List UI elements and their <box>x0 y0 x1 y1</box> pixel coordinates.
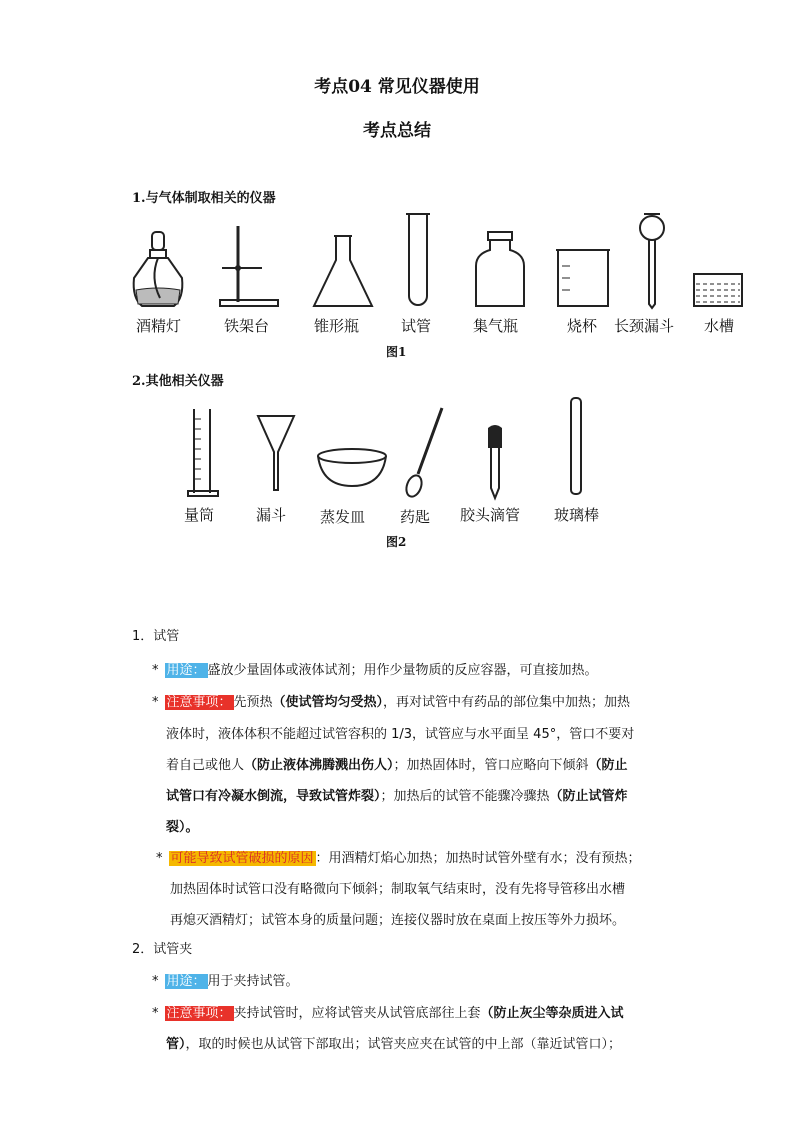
long-neck-funnel-drawing <box>634 210 670 310</box>
conical-flask-drawing <box>310 232 376 310</box>
caution-tag-2: 注意事项： <box>166 1006 232 1021</box>
measuring-cylinder-drawing <box>184 405 222 499</box>
section1-heading: 1.与气体制取相关的仪器 <box>132 191 276 206</box>
note1-caution-line-4: 试管口有冷凝水倒流，导致试管炸裂）；加热后的试管不能骤冷骤热（防止试管炸 <box>166 789 628 804</box>
note2-use-line: * 用途： 用于夹持试管。 <box>152 974 299 989</box>
note1-reason-line-1: * 可能导致试管破损的原因 ：用酒精灯焰心加热；加热时试管外壁有水；没有预热； <box>156 851 641 866</box>
note1-use-line: * 用途： 盛放少量固体或液体试剂；用作少量物质的反应容器，可直接加热。 <box>152 663 598 678</box>
note1-heading: 1．试管 <box>132 629 180 644</box>
label-iron-stand: 铁架台 <box>224 317 270 335</box>
note1-caution-line-1: * 注意事项： 先预热（使试管均匀受热），再对试管中有药品的部位集中加热；加热 <box>152 695 631 710</box>
alcohol-lamp-drawing <box>130 228 186 312</box>
note1-caution-line-2: 液体时，液体体积不能超过试管容积的 1/3，试管应与水平面呈 45°，管口不要对 <box>166 727 635 742</box>
test-tube-drawing <box>400 210 436 310</box>
dropper-drawing <box>482 424 508 500</box>
label-beaker: 烧杯 <box>567 317 598 335</box>
label-water-trough: 水槽 <box>704 317 735 335</box>
note1-reason-line-2: 加热固体时试管口没有略微向下倾斜；制取氧气结束时，没有先将导管移出水槽 <box>170 882 626 897</box>
use-tag: 用途： <box>166 663 206 678</box>
beaker-drawing <box>554 246 612 310</box>
label-glass-rod: 玻璃棒 <box>554 506 600 524</box>
label-measuring-cylinder: 量筒 <box>184 506 215 524</box>
label-funnel: 漏斗 <box>256 506 287 524</box>
medicine-spoon-drawing <box>402 404 448 500</box>
section2-heading: 2.其他相关仪器 <box>132 374 224 389</box>
label-test-tube: 试管 <box>401 317 432 335</box>
label-conical-flask: 锥形瓶 <box>314 317 360 335</box>
note2-heading: 2．试管夹 <box>132 942 193 957</box>
note1-caution-line-5: 裂）。 <box>166 820 199 835</box>
gas-jar-drawing <box>472 228 528 310</box>
note2-caution-line-2: 管），取的时候也从试管下部取出；试管夹应夹在试管的中上部（靠近试管口）； <box>166 1037 622 1052</box>
label-alcohol-lamp: 酒精灯 <box>136 317 182 335</box>
use-tag-2: 用途： <box>166 974 206 989</box>
note1-caution-line-3: 着自己或他人（防止液体沸腾溅出伤人）；加热固体时，管口应略向下倾斜（防止 <box>166 758 628 773</box>
label-long-neck-funnel: 长颈漏斗 <box>614 317 675 335</box>
note2-caution-line-1: * 注意事项： 夹持试管时，应将试管夹从试管底部往上套（防止灰尘等杂质进入试 <box>152 1006 624 1021</box>
label-gas-jar: 集气瓶 <box>473 317 519 335</box>
evaporating-dish-drawing <box>314 446 390 490</box>
label-evaporating-dish: 蒸发皿 <box>320 508 366 526</box>
caution-tag: 注意事项： <box>166 695 232 710</box>
reason-tag: 可能导致试管破损的原因 <box>170 851 314 866</box>
figure1-caption: 图1 <box>386 345 407 359</box>
page-title: 考点04 常见仪器使用 <box>314 77 480 97</box>
label-dropper: 胶头滴管 <box>460 506 521 524</box>
iron-stand-drawing <box>216 222 282 308</box>
note1-reason-line-3: 再熄灭酒精灯；试管本身的质量问题；连接仪器时放在桌面上按压等外力损坏。 <box>170 913 626 928</box>
figure2-caption: 图2 <box>386 535 407 549</box>
funnel-drawing <box>256 412 296 494</box>
page-subtitle: 考点总结 <box>363 121 431 141</box>
label-medicine-spoon: 药匙 <box>400 508 431 526</box>
water-trough-drawing <box>692 272 744 308</box>
glass-rod-drawing <box>568 396 584 498</box>
